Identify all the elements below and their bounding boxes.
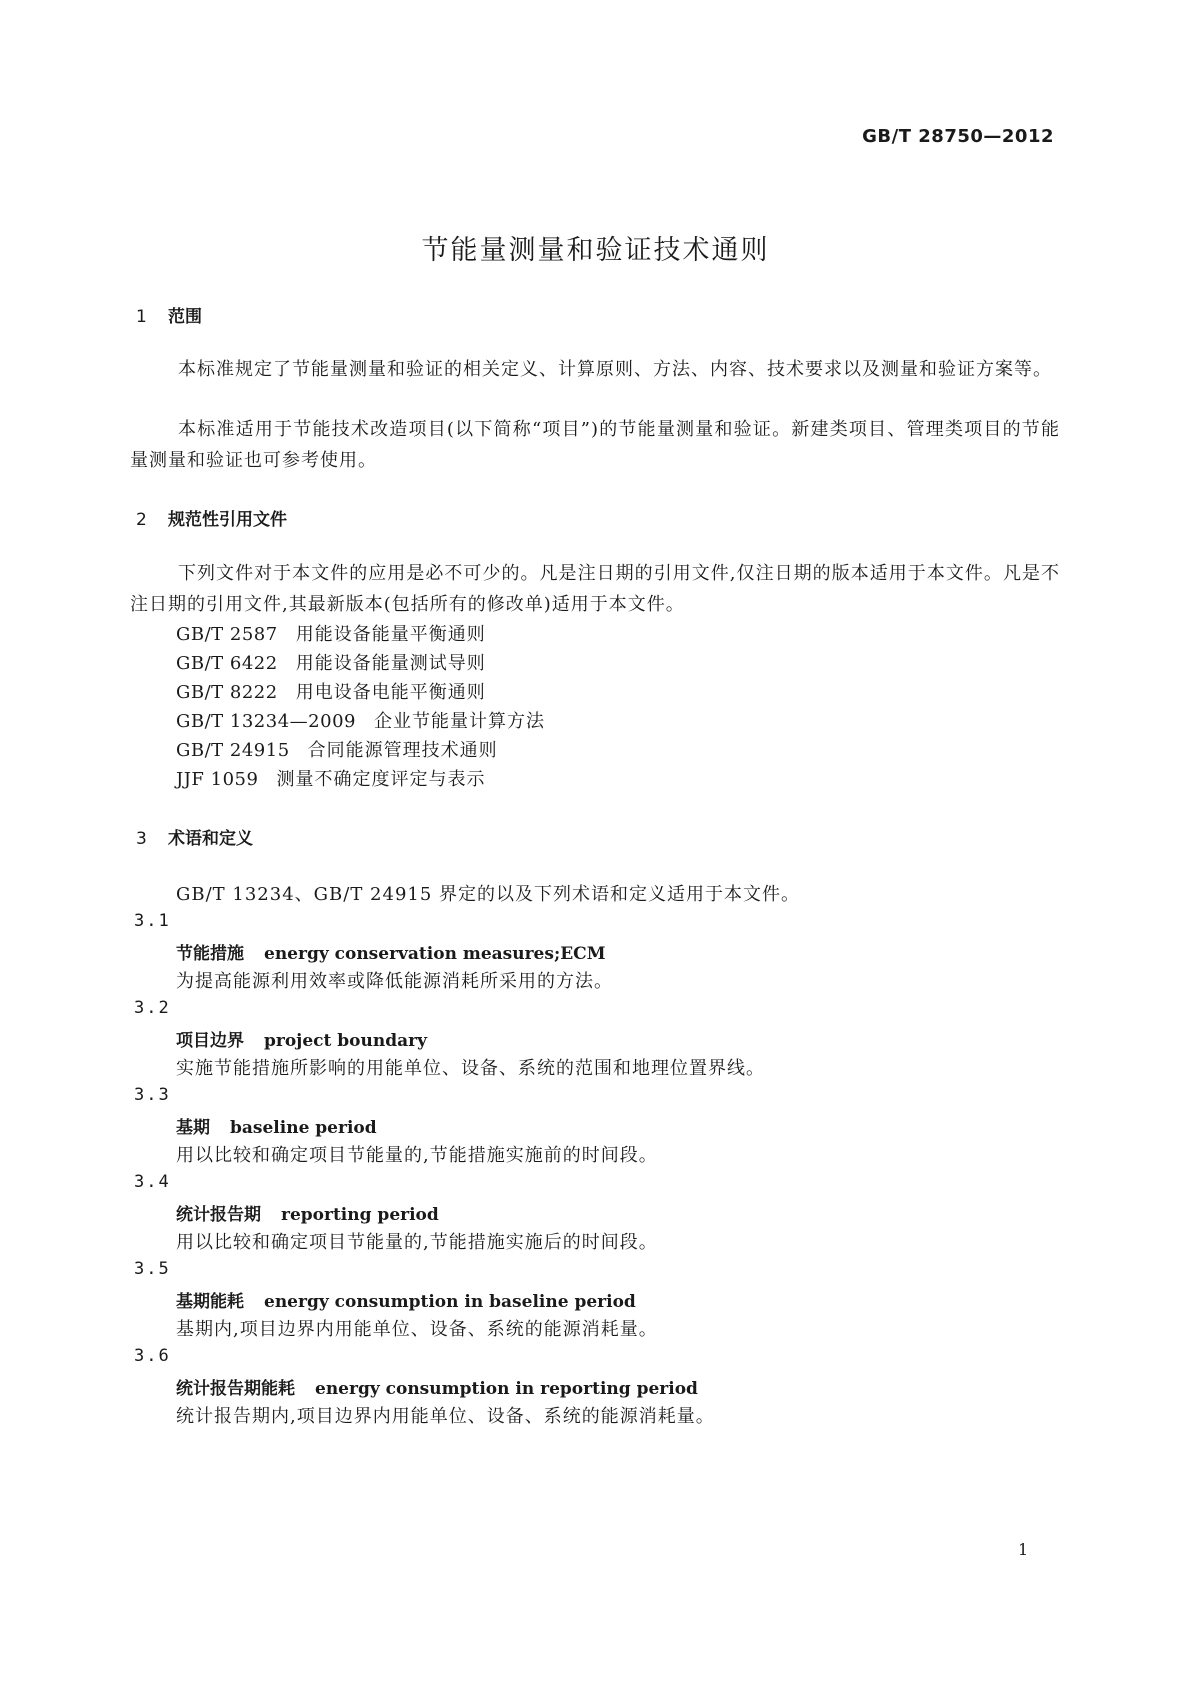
term-heading (176, 939, 606, 964)
term-zh: 基期能耗 (176, 1292, 244, 1312)
term-zh: 节能措施 (176, 944, 244, 964)
section-title: 术语和定义 (168, 829, 253, 849)
reference-item (176, 707, 545, 733)
term-number: 3.3 (134, 1085, 171, 1105)
section-number: 2 (136, 510, 147, 530)
term-zh: 基期 (176, 1118, 210, 1138)
reference-title: 测量不确定度评定与表示 (276, 769, 486, 790)
reference-item (176, 765, 485, 791)
section-intro: GB/T 13234、GB/T 24915 界定的以及下列术语和定义适用于本文件。 (176, 884, 801, 905)
paragraph: 下列文件对于本文件的应用是必不可少的。凡是注日期的引用文件,仅注日期的版本适用于本文件。凡是不注日期的引用文件,其最新版本(包括所有的修改单)适用于本文件。 (130, 563, 1060, 615)
paragraph: 本标准规定了节能量测量和验证的相关定义、计算原则、方法、内容、技术要求以及测量和验证方案等。 (178, 359, 1052, 380)
reference-title: 用电设备电能平衡通则 (295, 682, 486, 703)
section-heading (136, 505, 287, 530)
standard-code: GB/T 28750—2012 (862, 126, 1054, 147)
term-en: energy consumption in baseline period (264, 1292, 636, 1312)
term-en: baseline period (230, 1118, 377, 1138)
term-definition: 用以比较和确定项目节能量的,节能措施实施后的时间段。 (176, 1232, 658, 1253)
term-number: 3.6 (134, 1346, 171, 1366)
term-definition: 基期内,项目边界内用能单位、设备、系统的能源消耗量。 (176, 1319, 658, 1340)
section-number: 1 (136, 307, 147, 327)
term-number: 3.2 (134, 998, 171, 1018)
term-number: 3.4 (134, 1172, 171, 1192)
reference-item (176, 736, 498, 762)
term-definition: 实施节能措施所影响的用能单位、设备、系统的范围和地理位置界线。 (176, 1058, 765, 1079)
reference-title: 合同能源管理技术通则 (307, 740, 498, 761)
term-heading (176, 1287, 636, 1312)
reference-title: 用能设备能量平衡通则 (295, 624, 486, 645)
reference-title: 用能设备能量测试导则 (295, 653, 486, 674)
term-heading (176, 1026, 427, 1051)
term-zh: 统计报告期 (176, 1205, 261, 1225)
reference-item (176, 649, 486, 675)
reference-code: GB/T 2587 (176, 624, 278, 645)
section-heading (136, 302, 202, 327)
reference-code: JJF 1059 (176, 769, 259, 790)
term-heading (176, 1374, 698, 1399)
term-en: energy consumption in reporting period (315, 1379, 698, 1399)
reference-code: GB/T 24915 (176, 740, 290, 761)
section-heading (136, 824, 253, 849)
reference-item (176, 620, 486, 646)
term-en: energy conservation measures;ECM (264, 944, 606, 964)
reference-code: GB/T 6422 (176, 653, 278, 674)
section-title: 范围 (168, 307, 202, 327)
term-en: project boundary (264, 1031, 427, 1051)
term-heading (176, 1113, 377, 1138)
term-heading (176, 1200, 439, 1225)
section-number: 3 (136, 829, 147, 849)
term-zh: 统计报告期能耗 (176, 1379, 295, 1399)
page-number: 1 (1018, 1540, 1029, 1559)
section-title: 规范性引用文件 (168, 510, 287, 530)
term-number: 3.1 (134, 911, 171, 931)
term-definition: 统计报告期内,项目边界内用能单位、设备、系统的能源消耗量。 (176, 1406, 715, 1427)
document-title: 节能量测量和验证技术通则 (421, 235, 770, 266)
reference-title: 企业节能量计算方法 (373, 711, 545, 732)
term-number: 3.5 (134, 1259, 171, 1279)
paragraph: 本标准适用于节能技术改造项目(以下简称“项目”)的节能量测量和验证。新建类项目、管理类项目的节能量测量和验证也可参考使用。 (130, 419, 1060, 471)
reference-code: GB/T 8222 (176, 682, 278, 703)
term-definition: 用以比较和确定项目节能量的,节能措施实施前的时间段。 (176, 1145, 658, 1166)
term-zh: 项目边界 (176, 1031, 244, 1051)
term-definition: 为提高能源利用效率或降低能源消耗所采用的方法。 (176, 971, 613, 992)
term-en: reporting period (281, 1205, 439, 1225)
reference-item (176, 678, 486, 704)
reference-code: GB/T 13234—2009 (176, 711, 356, 732)
